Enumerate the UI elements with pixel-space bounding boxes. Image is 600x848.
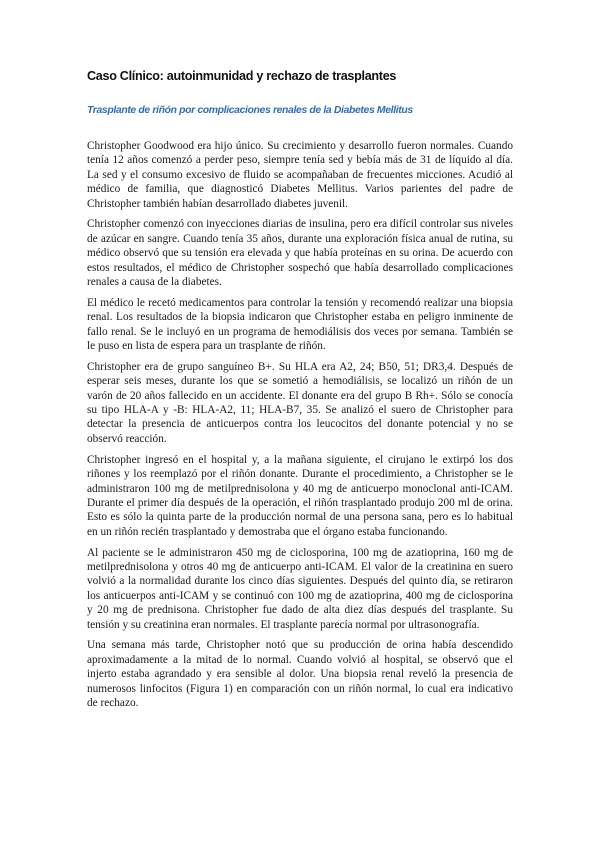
- paragraph: Christopher Goodwood era hijo único. Su crecimiento y desarrollo fueron normales. Cuando tenía 12 años comenzó a perder peso, siempre tenía sed y bebía más de 31 de líquido al día. La sed y el consumo excesivo de fluido se acompañaban de frecuentes micciones. Acudió al médico de familia, que diagnosticó Diabetes Mellitus. Varios parientes del padre de Christopher también habían desarrollado diabetes juvenil.: [87, 140, 513, 210]
- document-subtitle: Trasplante de riñón por complicaciones renales de la Diabetes Mellitus: [87, 105, 413, 116]
- paragraph: Christopher comenzó con inyecciones diarias de insulina, pero era difícil controlar sus niveles de azúcar en sangre. Cuando tenía 35 años, durante una exploración física anual de rutina, su médico observó que su tensión era elevada y que había proteínas en su orina. De acuerdo con estos resultados, el médico de Christopher sospechó que había desarrollado complicaciones renales a causa de la diabetes.: [87, 218, 513, 289]
- document-title: Caso Clínico: autoinmunidad y rechazo de trasplantes: [87, 69, 397, 83]
- paragraph: El médico le recetó medicamentos para controlar la tensión y recomendó realizar una biopsia renal. Los resultados de la biopsia indicaron que Christopher estaba en peligro inminente de fallo renal. Se le incluyó en un programa de hemodiálisis dos veces por semana. También se le puso en lista de espera para un trasplante de riñón.: [87, 296, 513, 353]
- document-body: [87, 139, 513, 717]
- paragraph: Una semana más tarde, Christopher notó que su producción de orina había descendido aproximadamente a la mitad de lo normal. Cuando volvió al hospital, se observó que el injerto estaba agrandado y era sensible al dolor. Una biopsia renal reveló la presencia de numerosos linfocitos (Figura 1) en comparación con un riñón normal, lo cual era indicativo de rechazo.: [87, 639, 513, 709]
- paragraph: Christopher ingresó en el hospital y, a la mañana siguiente, el cirujano le extirpó los dos riñones y los reemplazó por el riñón donante. Durante el procedimiento, a Christopher se le administraron 100 mg de metilprednisolona y 40 mg de anticuerpo monoclonal anti-ICAM. Durante el primer día después de la operación, el riñón trasplantado produjo 200 ml de orina. Esto es sólo la quinta parte de la producción normal de una persona sana, pero es lo habitual en un riñón recién trasplantado y demostraba que el órgano estaba funcionando.: [87, 453, 513, 538]
- paragraph: Al paciente se le administraron 450 mg de ciclosporina, 100 mg de azatioprina, 160 mg de metilprednisolona y otros 40 mg de anticuerpo anti-ICAM. El valor de la creatinina en suero volvió a la normalidad durante los cinco días siguientes. Después del quinto día, se retiraron los anticuerpos anti-ICAM y se continuó con 100 mg de azatioprina, 400 mg de ciclosporina y 20 mg de prednisona. Christopher fue dado de alta diez días después del trasplante. Su tensión y su creatinina eran normales. El trasplante parecía normal por ultrasonografía.: [87, 546, 513, 631]
- paragraph: Christopher era de grupo sanguíneo B+. Su HLA era A2, 24; B50, 51; DR3,4. Después de esperar seis meses, durante los que se sometió a hemodiálisis, se localizó un riñón de un varón de 20 años fallecido en un accidente. El donante era del grupo B Rh+. Sólo se conocía su tipo HLA-A y -B: HLA-A2, 11; HLA-B7, 35. Se analizó el suero de Christopher para detectar la presencia de anticuerpos contra los leucocitos del donante potencial y no se observó reacción.: [87, 360, 513, 445]
